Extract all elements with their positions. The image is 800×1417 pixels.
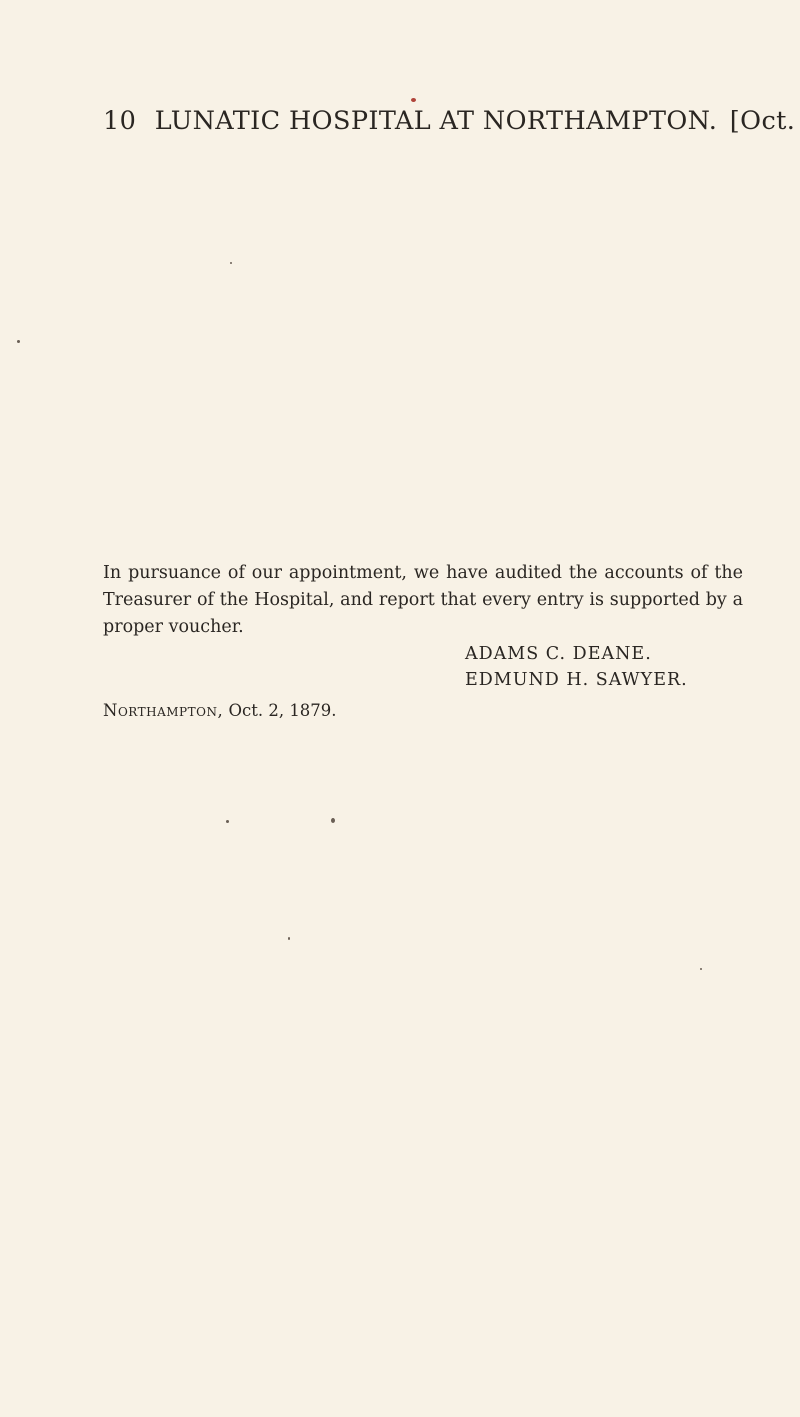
signatory-2: EDMUND H. SAWYER. [465,670,688,690]
page-number: 10 [103,106,137,136]
section-mark: [Oct. [729,106,796,136]
audit-statement: In pursuance of our appointment, we have audited the accounts of the Treasurer of the Hospital, and report that every entry is supported by a proper voucher. [103,563,743,637]
signatory-1: ADAMS C. DEANE. [465,644,652,664]
dateline-date: Oct. 2, 1879. [228,701,337,720]
dateline-place: Northampton, [103,701,224,720]
running-title: LUNATIC HOSPITAL AT NORTHAMPTON. [154,106,718,136]
running-header [103,103,796,139]
dateline [103,698,337,724]
